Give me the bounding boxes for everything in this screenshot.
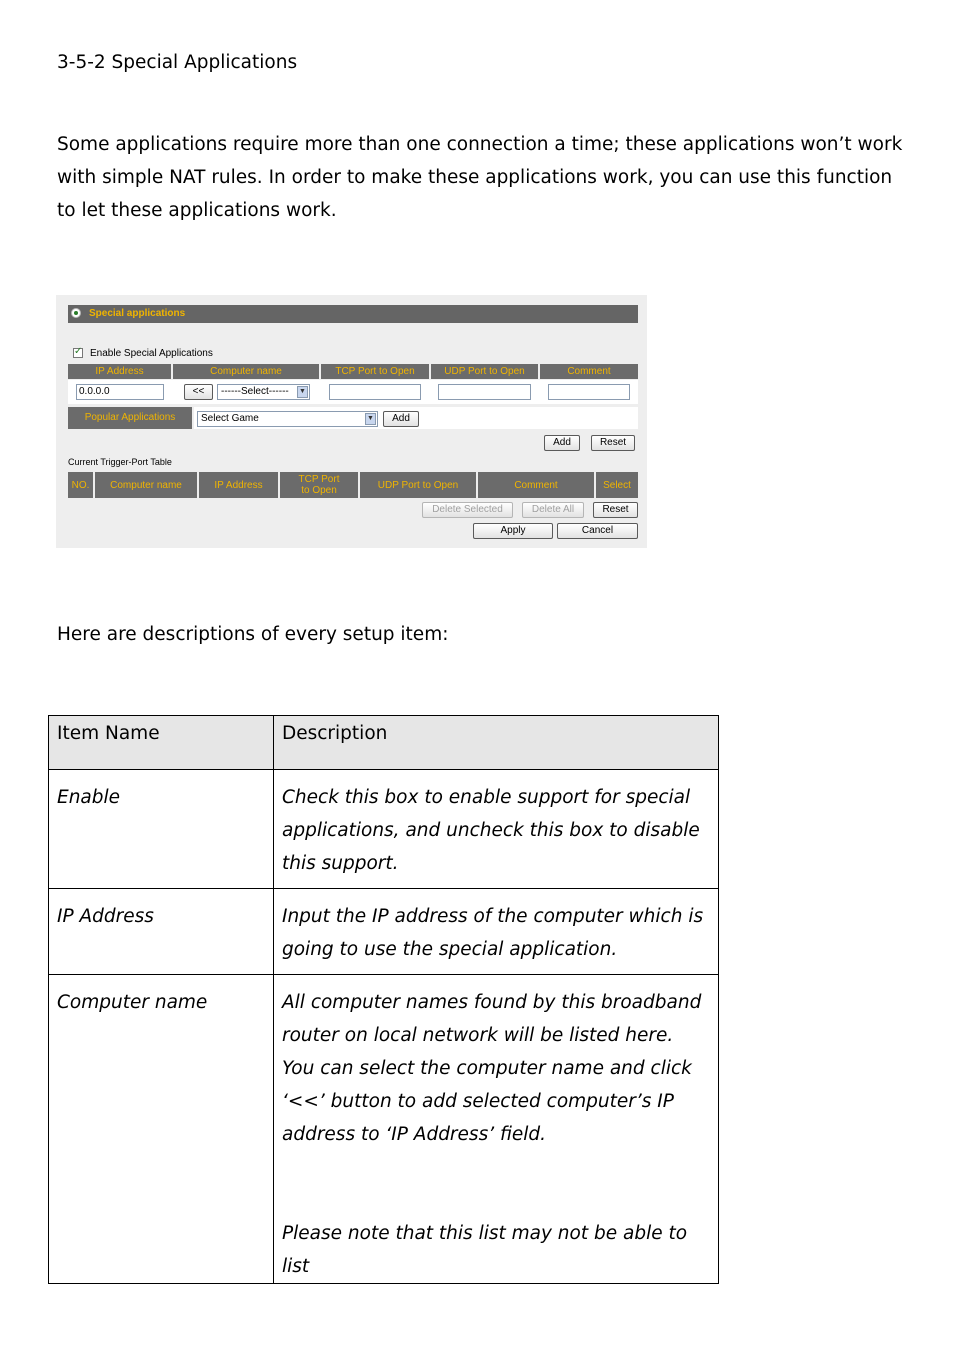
computer-select-value: ------Select------ — [221, 386, 289, 397]
add-popular-button[interactable]: Add — [383, 411, 419, 427]
item-description-cell — [274, 975, 719, 1284]
header-description: Description — [274, 716, 719, 770]
item-name: Enable — [49, 770, 274, 889]
table-header-comment: Comment — [478, 472, 594, 498]
panel-title-bar — [68, 305, 638, 323]
intro-paragraph: Some applications require more than one connection a time; these applications won’t work with simple NAT rules. In order to make these applications work, you can use this function to let these applications work. — [57, 134, 903, 221]
panel-title: Special applications — [89, 308, 186, 319]
delete-all-button[interactable]: Delete All — [522, 502, 584, 518]
item-name: Computer name — [49, 975, 274, 1284]
item-description: Input the IP address of the computer which is going to use the special application. — [274, 889, 719, 975]
header-tcp-port: TCP Port to Open — [321, 364, 429, 379]
item-name: IP Address — [49, 889, 274, 975]
chevron-down-icon: ▼ — [297, 386, 308, 398]
copy-ip-button[interactable]: << — [184, 384, 213, 400]
table-header-udp-port: UDP Port to Open — [360, 472, 476, 498]
cancel-button[interactable]: Cancel — [557, 523, 638, 539]
table-header-computer-name: Computer name — [95, 472, 197, 498]
header-ip-address: IP Address — [68, 364, 171, 379]
ip-address-input[interactable]: 0.0.0.0 — [76, 384, 164, 400]
enable-checkbox[interactable] — [73, 348, 83, 358]
reset-table-button[interactable]: Reset — [593, 502, 638, 518]
computer-name-select[interactable] — [217, 384, 310, 400]
table-header-ip-address: IP Address — [199, 472, 278, 498]
radio-icon — [71, 308, 81, 318]
description-table — [48, 715, 719, 1284]
game-select-value: Select Game — [201, 413, 259, 424]
enable-label: Enable Special Applications — [90, 348, 213, 359]
item-description: Check this box to enable support for special applications, and uncheck this box to disable this support. — [274, 770, 719, 889]
table-row — [49, 770, 719, 889]
popular-applications-label: Popular Applications — [68, 407, 192, 429]
table-header-select: Select — [596, 472, 638, 498]
table-caption: Current Trigger-Port Table — [68, 457, 172, 467]
header-computer-name: Computer name — [173, 364, 319, 379]
table-row — [49, 975, 719, 1284]
table-row — [49, 889, 719, 975]
item-note: Please note that this list may not be able to list — [282, 1223, 688, 1277]
header-item-name: Item Name — [49, 716, 274, 770]
delete-selected-button[interactable]: Delete Selected — [422, 502, 513, 518]
descriptions-intro: Here are descriptions of every setup item: — [57, 624, 449, 645]
apply-button[interactable]: Apply — [473, 523, 553, 539]
header-udp-port: UDP Port to Open — [431, 364, 538, 379]
game-select[interactable] — [197, 411, 378, 427]
tcp-port-input[interactable] — [329, 384, 421, 400]
special-applications-panel — [56, 295, 647, 548]
item-description: All computer names found by this broadband router on local network will be listed here. You can select the computer name and click ‘<<’ button to add selected computer’s IP address to ‘IP Address’ field. — [282, 992, 702, 1145]
add-button[interactable]: Add — [544, 435, 580, 451]
section-title: 3-5-2 Special Applications — [57, 52, 298, 73]
table-header-row — [49, 716, 719, 770]
reset-button[interactable]: Reset — [591, 435, 635, 451]
table-header-no: NO. — [68, 472, 93, 498]
chevron-down-icon: ▼ — [365, 413, 376, 425]
udp-port-input[interactable] — [438, 384, 531, 400]
header-comment: Comment — [540, 364, 638, 379]
table-header-tcp-port: TCP Port to Open — [280, 472, 358, 498]
comment-input[interactable] — [548, 384, 630, 400]
